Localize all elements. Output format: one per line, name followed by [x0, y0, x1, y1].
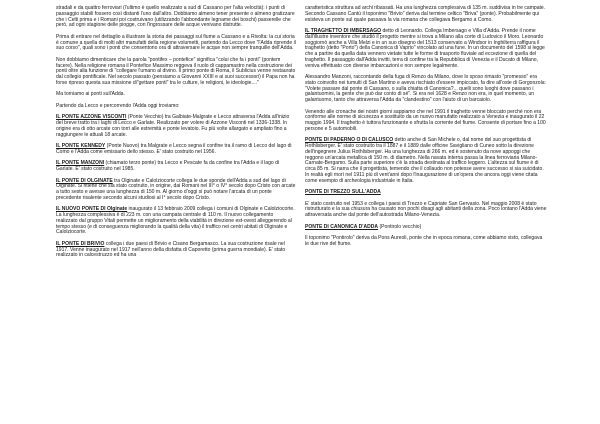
section-ponte-trezzo-heading: [305, 190, 547, 196]
paragraph-manzoni: Alessandro Manzoni, raccontando della fuga di Renzo da Milano, dove lo sposo rimasto "promesso" era stato coinvolto nei tumulti di San Martino e aveva rischiato d'essere impiccato, fa dire all'oste di Gorgonzola: "Volete passare dal ponte di Cassano, o sulla chiatta di Canonica?... quelli sono luoghi dove passano i galantuomini, la gente che può dar conto di sé". Si era nel 1628 e Renzo non era, in quel momento, un galantuomo, tanto che attraversa l'Adda da "clandestino" con l'aiuto di un barcaiolo.: [305, 74, 546, 103]
section-heading: PONTE DI PADERNO O DI CALUSCO: [305, 137, 394, 144]
section-ponte-brivio: IL PONTE DI BRIVIO collega i due paesi di Brivio e Cisano Bergamasco. La sua costruzione risale nel 1917. Venne inaugurato nel 1917 nell'anno della disfatta di Caporetto (prima guerra mondiale). E' stato realizzato in calcestruzzo ed ha una: [56, 240, 286, 259]
section-ponte-azzone-visconti: IL PONTE AZZONE VISCONTI (Ponte Vecchio) tra Galbiate-Malgrate e Lecco attraversa l'Adda all'inizio del breve tratto tra i laghi di Lecco e Garlate. Realizzato per volere di Azzone Visconti nel 1336-1338. In origine era di otto arcate con torri alle estremità e ponte levatoio. Fu più volte allargato e ampliato fino a raggiungere le attuali 18 arcate.: [56, 114, 290, 138]
section-ponte-olginate: IL PONTE DI OLGINATE tra Olginate e Calolziocorte collega le due sponde dell'Adda a sud del lago di Olginate. Si ritiene che sia stato costruito, in origine, dai Romani nel III° o IV° secolo dopo Cristo con arcate a tutto sesto e avesse una lunghezza di 150 m. Al giorno d'oggi si può notare l'arcata di un ponte precedente risalente secondo alcuni studiosi al I° secolo dopo Cristo.: [56, 177, 296, 201]
section-heading: IL NUOVO PONTE DI Olginate: [56, 206, 128, 213]
section-ponte-canonica-heading: PONTE DI CANONICA D'ADDA (Pontirolo vecchio): [305, 223, 422, 230]
section-heading: IL PONTE KENNEDY: [56, 143, 106, 149]
section-ponte-paderno: PONTE DI PADERNO O DI CALUSCO detto anche di San Michele o, dal nome del suo progettista di Rothlisberger. E' stato costruito tra il 1887 e il 1889 dalle officine Savigliano di Cuneo sotto la direzione dell'ingegnere Julius Rothlisberger. Ha una lunghezza di 266 m. ed è sostenuto da nove appoggi che reggono un'arcata metallica di 150 m. di diametro. Nella navata interna passa la linea ferroviaria Milano-Carnate-Bergamo. Sulla parte superiore c'è la strada destinata al traffico leggero. L'altezza sul fiume è di circa 85 m. Si narra che il progettista, temendo che il collaudo non potesse avere successo si sia suicidato. In realtà egli morì nel 1911 più di vent'anni dopo l'inaugurazione di un'opera che ancora oggi viene citata come esempio di archeologia industriale in Italia.: [305, 137, 544, 184]
section-nuovo-ponte-olginate: IL NUOVO PONTE DI Olginate inaugurato il 13 febbraio 2009 collega i comuni di Olginate e Calolziocorte. La lunghezza complessiva è di 223 m. con una campata centrale di 110 m. Il nuovo collegamento realizzato dal gruppo Vitali permette un miglioramento della viabilità in direzione est-ovest alleggerendo al tempo stesso (e di conseguenza migliorando la qualità della vita) il traffico nei centri abitati di Olginate e Calolziocorte.: [56, 206, 295, 236]
section-heading: IL PONTE AZZONE VISCONTI: [56, 114, 127, 121]
paragraph-pontifex: Non dobbiamo dimenticare che la parola "pontifex – pontefice" significa "colui che fa i ponti" (pontem facere). Nella religione romana il Pontefice Massimo reggeva il ruolo di cappamastro nella costruzione dei ponti oltre alla funzione di "collegare l'umano al divino. Il primo ponte di Roma, il Sublicius venne restaurato dal collegio pontificale. Nel secolo passato (pensiamo a Giovanni XXIII e ai suoi successori) il Papa non ha forse ripreso questa sua missione di"gettare ponti" tra le culture, le religioni, le ideologie....": [56, 56, 296, 86]
paragraph-intro: stradali e da quattro ferroviari (l'ultimo è quello realizzato a sud di Cassano per l'alta velocità): i punti di passaggio stabili fossero così distanti l'uno dall'altro. Dobbiamo almeno tener presente o almeno gratizzare che i Celti prima e i Romani poi costruivano (utilizzando l'abbondante legname dei boschi) passerelle che però, ad ogni stagione delle piogge, con l'ingrossare delle acque venivano distrutte.: [56, 5, 295, 29]
section-ponte-kennedy: IL PONTE KENNEDY (Ponte Nuovo) tra Malgrate e Lecco segna il confine tra il ramo di Lecco del lago di Como e l'Adda come emissario dello stesso. E' stato costruito nel 1956.: [56, 143, 292, 155]
left-column: [56, 6, 296, 259]
section-heading: PONTE DI CANONICA D'ADDA: [305, 223, 379, 230]
paragraph-brivio-continued: caratteristica struttura ad archi ribassati. Ha una lunghezza complessiva di 135 m. suddivisa in tre campate. Secondo Cassano Cantù il toponimo "Brivio" deriva dal termine celtico "Briva" (ponte). Probabilmente qui esisteva un ponte sul quale passava la via romana che collegava Bergamo a Como.: [305, 5, 546, 23]
paragraph-pontirolo: Il toponimo "Pontirolo" deriva da Pons Aureoli, ponte che in epoca romana, come abbiamo visto, collegava le due rive del fiume.: [305, 235, 543, 247]
section-heading: IL PONTE DI OLGINATE: [56, 177, 113, 184]
section-ponte-manzoni: IL PONTE MANZONI (chiamato terzo ponte) tra Lecco e Pescate fa da confine tra l'Adda e il lago di Garlate. E' stato costruito nel 1985.: [56, 160, 280, 172]
right-column: [305, 6, 547, 248]
paragraph-trezzo: E' stato costruito nel 1953 e collega i paesi di Trezzo e Capriate San Gervasio. Nel maggio 2008 è stato ristrutturato e la sua chiusura ha causato non pochi disagi agli abitanti della zona. Poco lontano l'Adda viene attraversata anche dal ponte dell'autostrada Milano-Venezia.: [305, 200, 547, 218]
section-heading: IL PONTE MANZONI: [56, 160, 105, 167]
paragraph-history: Prima di entrare nel dettaglio a illustrare la storia dei passaggi sul fiume a Cassano e a Rivolta: la cui storia è comune a quella di molti altri manufatti della regione volumetti, partendo da Lecco dove "l'Adda riprende il suo corso", quali sono i ponti che consentono ora di attraversare le acque non sempre tranquille dell'Adda.: [56, 33, 296, 52]
section-heading: IL TRAGHETTO DI IMBERSAGO: [305, 28, 382, 34]
paragraph-cronache: Venendo alle cronache dei nostri giorni sappiamo che nel 1991 il traghetto venne bloccato perché non era conforme alle norme di sicurezza e sostituito da un nuovo manufatto realizzato a Venezia e inaugurato il 22 maggio 1994. Il traghetto è tuttora funzionante e sfrutta la corrente del fiume. Consente di portare fino a 100 persone e 5 automobili.: [305, 108, 546, 132]
section-traghetto-imbersago: IL TRAGHETTO DI IMBERSAGO detto di Leonardo. Collega Imbersago e Villa d'Adda. Prende il nome dall'illustre inventore che studiò il progetto mentre si trova a Milano alla corte di Ludovico il Moro. Leonardo soggiornò anche a Villa Melzi e in un suo disegno del 1513 conservato a Windsor in Inghilterra raffigura il traghetto (detto "Porto") della Canonica di Vaprio" vincolato ad una fune. In un documento del 1598 si legge che a partire da quella data vennero vietate tutte le forme di trasporto fluviale ad eccezione di quella del traghetto. Il passaggio dall'Adda invitti, terra di confine tra la Repubblica di Venezia e il Ducato di Milano, veniva effettuato con diverse imbarcazioni e non sempre legalmente.: [305, 28, 545, 69]
section-heading: IL PONTE DI BRIVIO: [56, 240, 105, 247]
section-heading: PONTE DI TREZZO SULL'ADDA: [305, 189, 381, 195]
paragraph-return: Ma torniamo ai ponti sull'Adda.: [56, 91, 125, 98]
paragraph-partendo: Partendo da Lecco e percorrendo l'Adda oggi troviamo:: [56, 102, 180, 109]
